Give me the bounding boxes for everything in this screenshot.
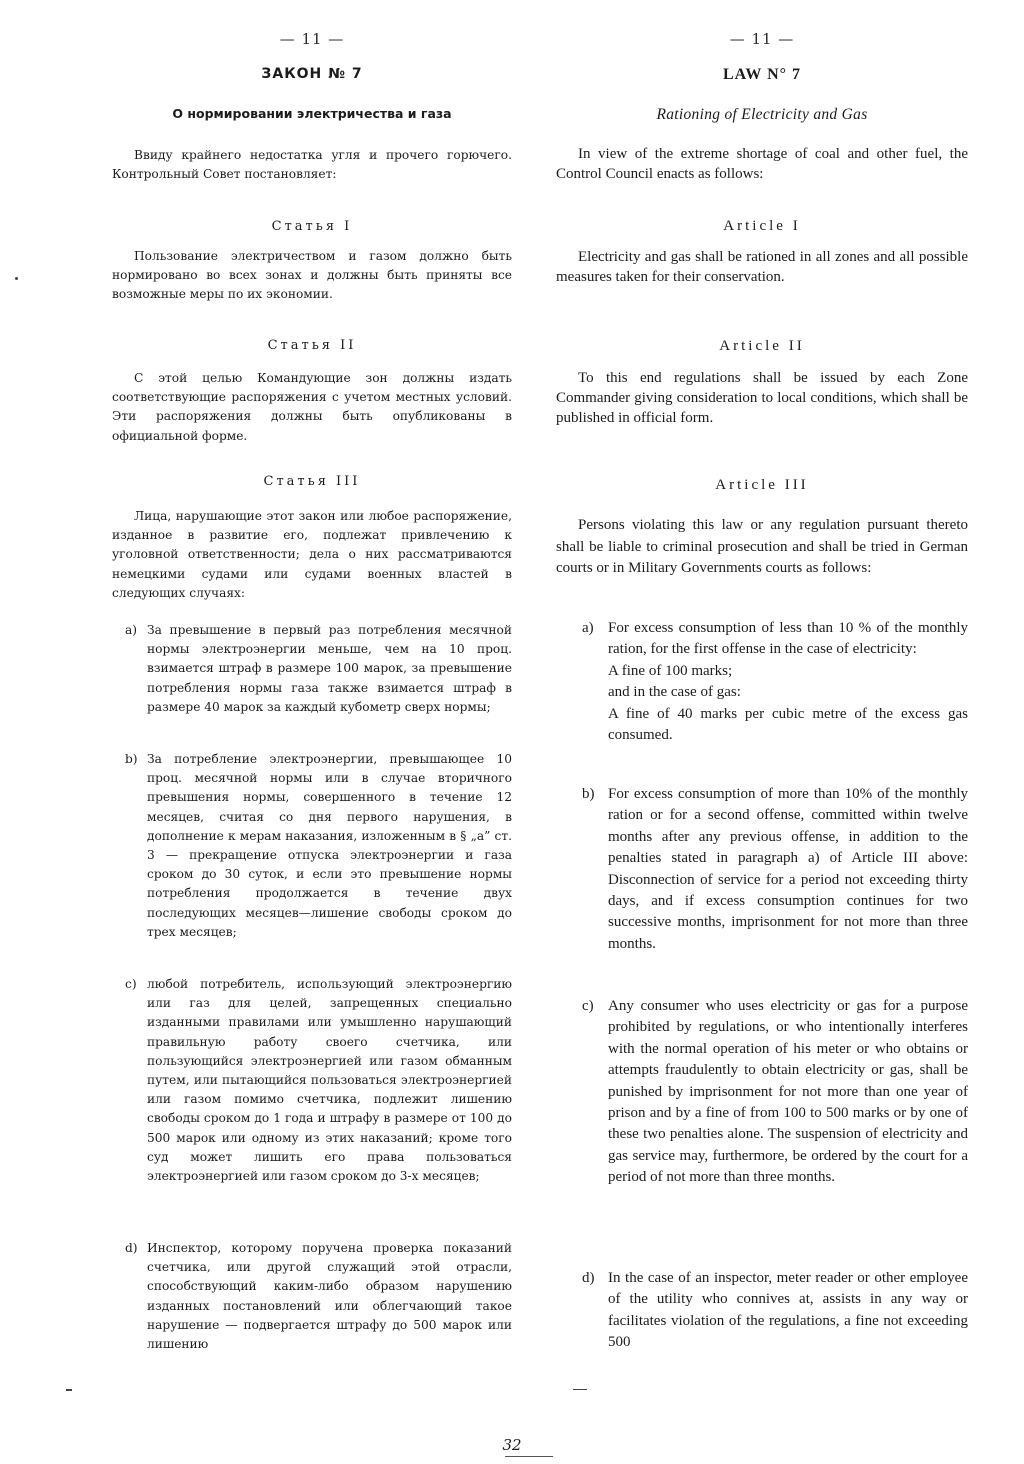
clause-text: Any consumer who uses electricity or gas for a purpose prohibited by regulations, or who intentionally interferes with the normal operation of his meter or who obtains or attempts fraudulently to obtain electricity or gas, shall be punished by imprisonment for not more than one year of prison and by a fine of from 100 to 500 marks or by one of these two penalties alone. The suspension of electricity and gas service may, furthermore, be ordered by the court for a period of not more than three months.	[608, 998, 968, 1186]
article-3-intro: Persons violating this law or any regulation pursuant thereto shall be liable to criminal prosecution and shall be tried in German courts or in Military Governments courts as follows:	[556, 517, 968, 576]
scan-speck	[15, 277, 18, 280]
article-2-heading: Article II	[719, 338, 805, 354]
clause-d	[112, 1239, 512, 1354]
clause-b	[556, 784, 968, 955]
clause-text-line: A fine of 40 marks per cubic metre of the excess gas consumed.	[608, 705, 968, 744]
law-title: ЗАКОН № 7	[261, 66, 363, 82]
clause-label: а)	[125, 623, 138, 637]
clause-b	[112, 750, 512, 942]
page-marker: — 11 —	[279, 30, 345, 48]
article-1-heading: Статья I	[271, 219, 353, 234]
clause-label: d)	[125, 1241, 138, 1255]
clause-text-line: For excess consumption of less than 10 % of the monthly ration, for the first offense in the case of electricity:	[608, 620, 968, 658]
scan-speck	[573, 1389, 587, 1390]
article-1-text: Пользование электричеством и газом должно быть нормировано во всех зонах и должны быть приняты все возможные меры по их экономии.	[112, 249, 512, 302]
clause-a	[556, 618, 968, 746]
scan-speck	[66, 1389, 72, 1391]
clause-label: c)	[125, 977, 137, 991]
preamble: Ввиду крайнего недостатка угля и прочего горючего. Контрольный Совет постановляет:	[112, 148, 512, 182]
article-3-intro: Лица, нарушающие этот закон или любое распоряжение, изданное в развитие его, подлежат привлечению к уголовной ответственности; дела о них рассматриваются немецкими судами или судами военных властей в следующих случаях:	[112, 509, 512, 600]
clause-text: For excess consumption of more than 10% of the monthly ration or for a second offense, committed within twelve months after any previous offense, in addition to the penalties stated in paragraph a) of Article III above: Disconnection of service for a period not exceeding thirty days, and if excess consumption continues for two successive months, imprisonment for not more than three months.	[608, 786, 968, 952]
preamble: In view of the extreme shortage of coal and other fuel, the Control Council enacts as follows:	[556, 146, 968, 182]
page-number: 32	[502, 1436, 522, 1454]
article-1-heading: Article I	[723, 218, 801, 234]
clause-label: c)	[582, 998, 594, 1014]
clause-text: За потребление электроэнергии, превышающее 10 проц. месячной нормы или в случае вторичного превышения нормы, совершенного в течение 12 месяцев, считая со дня первого нарушения, в дополнение к мерам наказания, изложенным в § „а” ст. 3 — прекращение отпуска электроэнергии и газа сроком до 30 суток, и если это превышение нормы потребления продолжается в течение двух последующих месяцев—лишение свободы сроком до трех месяцев;	[147, 752, 512, 939]
clause-text: In the case of an inspector, meter reader or other employee of the utility who connives at, assists in any way or facilitates violation of the regulations, a fine not exceeding 500	[608, 1270, 968, 1351]
clause-label: b)	[125, 752, 138, 766]
clause-label: a)	[582, 620, 594, 636]
clause-a	[112, 621, 512, 717]
clause-text-line: and in the case of gas:	[608, 684, 741, 701]
article-3-heading: Статья III	[263, 474, 361, 489]
page-marker: — 11 —	[729, 30, 795, 48]
page-number-underline	[505, 1456, 553, 1457]
clause-text: любой потребитель, использующий электроэнергию или газ для целей, запрещенных специально изданными правилами или умышленно нарушающий правильную работу своего счетчика, или пользующийся электроэнергией или газом обманным путем, или пытающийся пользоваться электроэнергией или газом помимо счетчика, подлежит лишению свободы сроком до 1 года и штрафу в размере от 100 до 500 марок или одному из этих наказаний; кроме того суд может лишить его права пользоваться электроэнергией или газом сроком до 3-х месяцев;	[147, 977, 512, 1184]
law-title: LAW N° 7	[722, 66, 802, 83]
article-1-text: Electricity and gas shall be rationed in all zones and all possible measures taken for their conservation.	[556, 249, 968, 285]
clause-text: Инспектор, которому поручена проверка показаний счетчика, или другой служащий этой отрасли, способствующий каким-либо образом нарушению изданных постановлений или облегчающий такое нарушение — подвергается штрафу до 500 марок или лишению	[147, 1241, 512, 1352]
clause-label: b)	[582, 786, 595, 802]
clause-c	[556, 996, 968, 1189]
article-2-heading: Статья II	[267, 338, 357, 353]
article-3-heading: Article III	[715, 477, 809, 493]
clause-d	[556, 1268, 968, 1354]
clause-label: d)	[582, 1270, 595, 1286]
article-2-text: To this end regulations shall be issued by each Zone Commander giving consideration to local conditions, which shall be published in official form.	[556, 370, 968, 426]
article-2-text: С этой целью Командующие зон должны издать соответствующие распоряжения с учетом местных условий. Эти распоряжения должны быть опубликованы в официальной форме.	[112, 371, 512, 443]
clause-text-line: A fine of 100 marks;	[608, 662, 733, 679]
clause-text: За превышение в первый раз потребления месячной нормы электроэнергии меньше, чем на 10 проц. взимается штраф в размере 100 марок, за превышение потребления нормы газа также взимается штраф в размере 40 марок за каждый кубометр сверх нормы;	[147, 623, 512, 714]
law-subtitle: О нормировании электричества и газа	[172, 106, 452, 121]
clause-c	[112, 975, 512, 1186]
law-subtitle: Rationing of Electricity and Gas	[656, 106, 868, 123]
